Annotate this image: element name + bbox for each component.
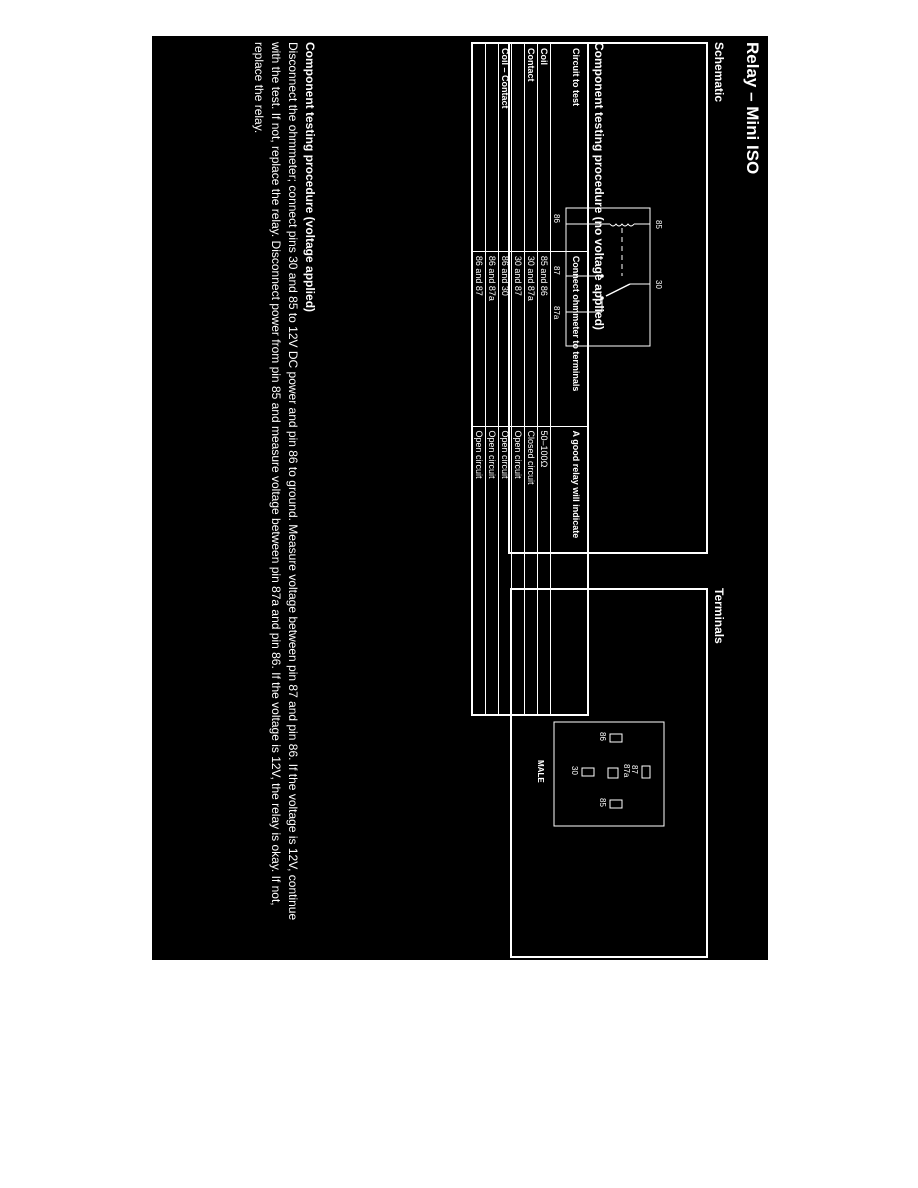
terminal-85 — [610, 800, 622, 808]
terminal-30 — [582, 768, 594, 776]
terminals-caption: MALE — [536, 760, 545, 783]
table-cell: Contact — [525, 43, 538, 251]
table-cell: 30 and 87a — [525, 251, 538, 426]
table-row — [486, 43, 499, 715]
pin-label-87a: 87a — [552, 306, 561, 320]
table-cell: Closed circuit — [525, 426, 538, 715]
table-header-row — [551, 43, 589, 715]
pin-label-85: 85 — [654, 220, 663, 229]
pin-label-87: 87 — [552, 266, 561, 275]
switch-blade — [606, 284, 630, 296]
terminal-label-30: 30 — [570, 766, 579, 775]
page-title: Relay – Mini ISO — [743, 42, 762, 175]
table-cell: Open circuit — [486, 426, 499, 715]
table-cell: Open circuit — [512, 426, 525, 715]
terminal-label-87: 87 — [630, 765, 639, 774]
table-cell: Open circuit — [472, 426, 486, 715]
no-voltage-test-table — [471, 42, 589, 716]
table-cell: 86 and 30 — [499, 251, 512, 426]
rotated-page — [152, 36, 768, 960]
table-cell — [472, 43, 486, 251]
document-panel — [152, 36, 768, 960]
table-row — [472, 43, 486, 715]
voltage-procedure — [250, 42, 318, 942]
table-row — [525, 43, 538, 715]
table-cell: Open circuit — [499, 426, 512, 715]
no-voltage-heading: Component testing procedure (no voltage applied) — [592, 42, 606, 331]
voltage-body: Disconnect the ohmmeter; connect pins 30 and 85 to 12V DC power and pin 86 to ground. Measure voltage between pin 87 and pin 86. If the voltage is 12V, continue with the test. If not, replace the relay. Disconnect power from pin 85 and measure voltage between pin 87a and pin 86. If the voltage is 12V, the relay is okay. If not, replace the relay. — [252, 42, 300, 921]
pin-label-86: 86 — [552, 214, 561, 223]
column-header: A good relay will indicate — [551, 426, 589, 715]
terminal-87 — [642, 766, 650, 778]
terminal-label-85: 85 — [598, 798, 607, 807]
schematic-heading: Schematic — [712, 42, 726, 103]
terminals-heading: Terminals — [712, 588, 726, 644]
table-cell: Coil – Contact — [499, 43, 512, 251]
table-cell: 50–100Ω — [538, 426, 551, 715]
table-row — [538, 43, 551, 715]
table-cell — [486, 43, 499, 251]
table-cell: 30 and 87 — [512, 251, 525, 426]
terminal-87a — [608, 768, 618, 778]
terminal-label-87a: 87a — [622, 764, 631, 778]
table-cell: 86 and 87a — [486, 251, 499, 426]
table-cell: 85 and 86 — [538, 251, 551, 426]
column-header: Connect ohmmeter to terminals — [551, 251, 589, 426]
table-cell: Coil — [538, 43, 551, 251]
terminal-86 — [610, 734, 622, 742]
table-cell — [512, 43, 525, 251]
table-row — [512, 43, 525, 715]
table-row — [499, 43, 512, 715]
terminal-label-86: 86 — [598, 732, 607, 741]
coil-icon — [610, 224, 634, 226]
pin-label-30: 30 — [654, 280, 663, 289]
table-cell: 86 and 87 — [472, 251, 486, 426]
column-header: Circuit to test — [551, 43, 589, 251]
voltage-heading: Component testing procedure (voltage applied) — [303, 42, 317, 313]
